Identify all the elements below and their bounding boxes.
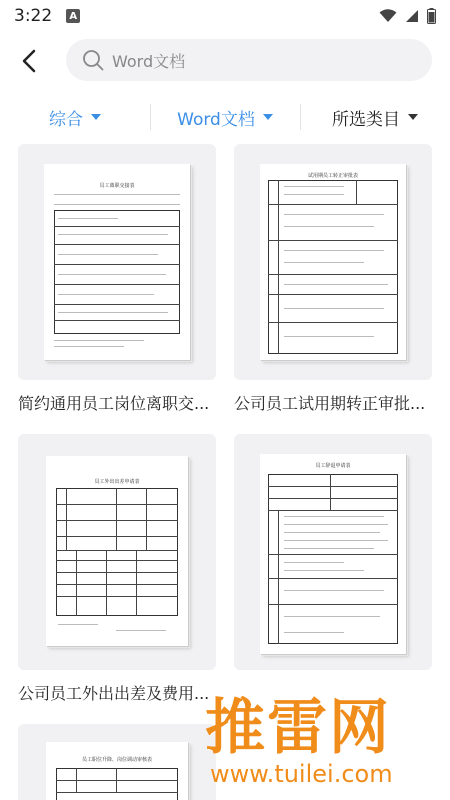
search-icon <box>82 49 104 71</box>
template-title[interactable]: 公司员工外出出差及费用... <box>18 684 210 703</box>
template-thumbnail[interactable] <box>234 144 432 380</box>
status-icons <box>379 8 436 24</box>
filter-bar <box>0 90 450 144</box>
search-input[interactable] <box>66 39 432 81</box>
doc-title: 员工辞退申请表 <box>315 463 351 469</box>
template-title[interactable]: 简约通用员工岗位离职交... <box>18 394 210 413</box>
wifi-icon <box>379 9 397 23</box>
filter-category[interactable] <box>300 90 450 144</box>
doc-title: 员工离职交接表 <box>99 183 135 189</box>
document-preview <box>46 742 188 800</box>
template-thumbnail[interactable] <box>18 434 216 670</box>
template-card[interactable] <box>18 724 216 800</box>
chevron-left-icon <box>21 49 37 73</box>
battery-icon <box>427 8 436 24</box>
template-card[interactable] <box>18 434 216 704</box>
signal-icon <box>405 9 419 23</box>
template-thumbnail[interactable] <box>234 434 432 670</box>
template-grid <box>0 144 450 800</box>
filter-label: 综合 <box>49 109 83 130</box>
watermark-brand: 推雷网 <box>205 693 391 763</box>
caret-down-icon <box>408 114 418 120</box>
template-thumbnail[interactable] <box>18 724 216 800</box>
template-card[interactable] <box>18 144 216 414</box>
doc-title: 员工外出出差申请表 <box>94 479 140 485</box>
caret-down-icon <box>91 114 101 120</box>
document-preview <box>46 456 188 646</box>
document-preview <box>260 454 406 654</box>
filter-doc-type[interactable] <box>150 90 300 144</box>
document-preview <box>44 164 190 360</box>
doc-title: 员工职位升降、岗位调动审核表 <box>81 757 152 763</box>
template-thumbnail[interactable] <box>18 144 216 380</box>
status-time: 3:22 <box>14 6 53 26</box>
template-title[interactable]: 公司员工试用期转正审批... <box>234 394 426 413</box>
template-card[interactable] <box>234 434 432 684</box>
document-preview <box>260 164 406 360</box>
header <box>0 32 450 90</box>
search-placeholder: Word文档 <box>112 51 186 71</box>
back-button[interactable] <box>0 32 58 90</box>
template-card[interactable] <box>234 144 432 414</box>
filter-label: 所选类目 <box>332 109 400 130</box>
caret-down-icon <box>263 114 273 120</box>
status-bar <box>0 0 450 32</box>
doc-title: 试用期员工转正审批表 <box>307 173 358 179</box>
filter-sort[interactable] <box>0 90 150 144</box>
filter-label: Word文档 <box>177 109 255 130</box>
notification-badge-icon: A <box>66 9 80 23</box>
watermark-url: www.tuilei.com <box>210 760 393 788</box>
